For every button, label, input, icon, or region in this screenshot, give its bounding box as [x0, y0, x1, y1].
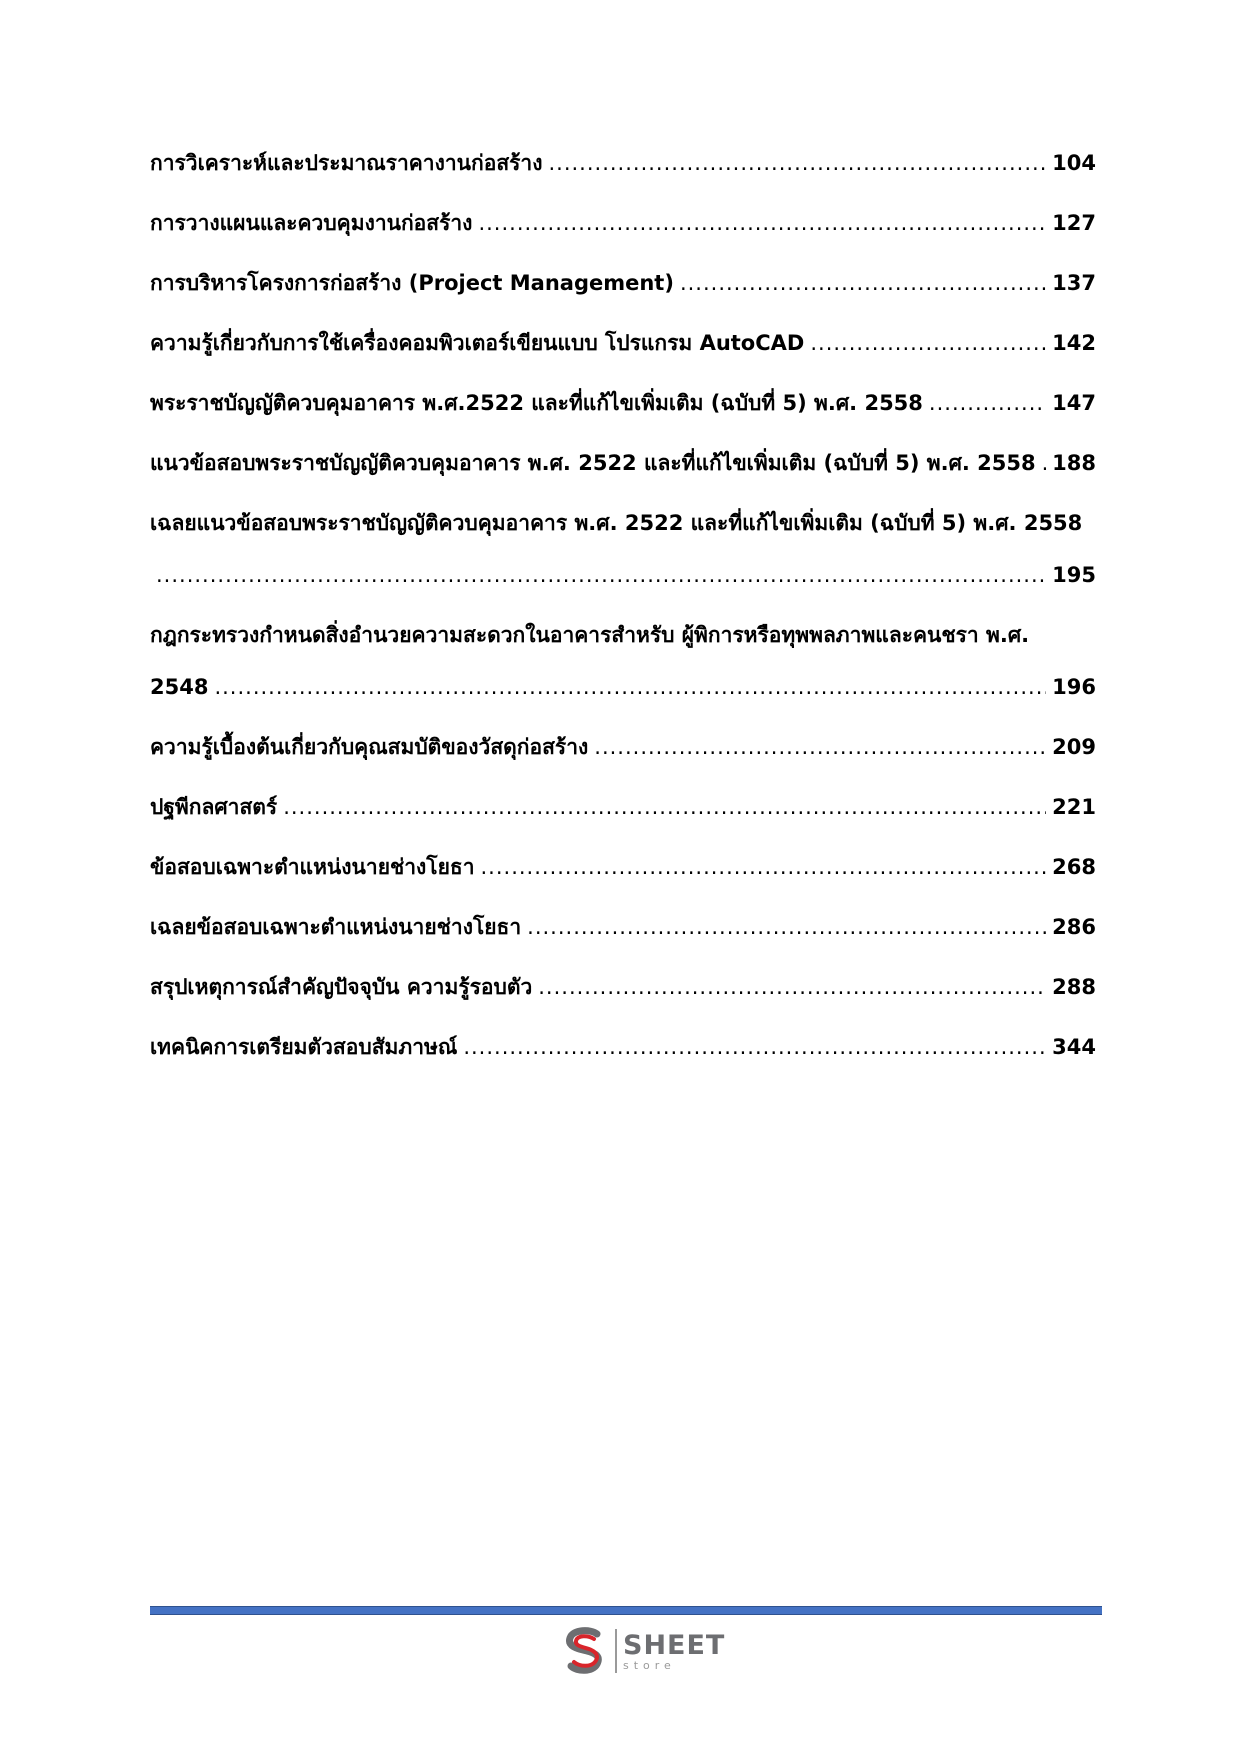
toc-entry-title: เฉลยแนวข้อสอบพระราชบัญญัติควบคุมอาคาร พ.ศ. 2522 และที่แก้ไขเพิ่มเติม (ฉบับที่ 5) พ.ศ. 2558	[150, 511, 1083, 535]
toc-entry-title: กฎกระทรวงกำหนดสิ่งอำนวยความสะดวกในอาคารสำหรับ ผู้พิการหรือทุพพลภาพและคนชรา พ.ศ.	[150, 623, 1030, 647]
toc-entry-page: 104	[1052, 151, 1096, 175]
toc-entry-page: 288	[1052, 975, 1096, 999]
dot-leader	[680, 268, 1046, 298]
dot-leader	[463, 1032, 1046, 1062]
toc-entry-title: ปฐพีกลศาสตร์	[150, 795, 278, 819]
dot-leader	[156, 560, 1046, 590]
toc-entry-title: แนวข้อสอบพระราชบัญญัติควบคุมอาคาร พ.ศ. 2522 และที่แก้ไขเพิ่มเติม (ฉบับที่ 5) พ.ศ. 2558	[150, 451, 1036, 475]
toc-entry[interactable]	[150, 328, 1096, 358]
toc-entry-title: ข้อสอบเฉพาะตำแหน่งนายช่างโยธา	[150, 855, 475, 879]
toc-entry[interactable]	[150, 792, 1096, 822]
footer-logo	[561, 1626, 731, 1676]
dot-leader	[594, 732, 1046, 762]
toc-entry-page: 188	[1052, 451, 1096, 475]
toc-entry-title: สรุปเหตุการณ์สำคัญปัจจุบัน ความรู้รอบตัว	[150, 975, 533, 999]
sheet-store-s-logo-icon	[561, 1626, 609, 1676]
toc-entry-title: พระราชบัญญัติควบคุมอาคาร พ.ศ.2522 และที่แก้ไขเพิ่มเติม (ฉบับที่ 5) พ.ศ. 2558	[150, 391, 923, 415]
toc-entry-title: การบริหารโครงการก่อสร้าง (Project Management)	[150, 271, 674, 295]
toc-entry-title: เฉลยข้อสอบเฉพาะตำแหน่งนายช่างโยธา	[150, 915, 522, 939]
toc-entry-title: การวางแผนและควบคุมงานก่อสร้าง	[150, 211, 473, 235]
dot-leader	[481, 852, 1047, 882]
logo-wordmark: SHEET	[623, 1629, 726, 1661]
toc-entry-title: การวิเคราะห์และประมาณราคางานก่อสร้าง	[150, 151, 543, 175]
toc-entry-title: เทคนิคการเตรียมตัวสอบสัมภาษณ์	[150, 1035, 458, 1059]
logo-text	[623, 1629, 726, 1672]
dot-leader	[538, 972, 1046, 1002]
toc-entry[interactable]	[150, 208, 1096, 238]
toc-entry[interactable]	[150, 732, 1096, 762]
toc-entry[interactable]	[150, 448, 1096, 478]
dot-leader	[214, 672, 1046, 702]
toc-entry-page: 195	[1052, 563, 1096, 587]
footer-divider	[150, 1606, 1102, 1615]
toc-entry[interactable]	[150, 912, 1096, 942]
toc-entry-page: 344	[1052, 1035, 1096, 1059]
toc-entry-page: 268	[1052, 855, 1096, 879]
toc-entry[interactable]	[150, 620, 1096, 702]
dot-leader	[478, 208, 1046, 238]
toc-entry-title: ความรู้เกี่ยวกับการใช้เครื่องคอมพิวเตอร์เขียนแบบ โปรแกรม AutoCAD	[150, 331, 805, 355]
toc-entry[interactable]	[150, 1032, 1096, 1062]
table-of-contents	[150, 148, 1096, 1092]
toc-entry-page: 196	[1052, 675, 1096, 699]
toc-entry-page: 147	[1052, 391, 1096, 415]
dot-leader	[929, 388, 1046, 418]
dot-leader	[527, 912, 1046, 942]
toc-entry-page: 286	[1052, 915, 1096, 939]
toc-entry[interactable]	[150, 268, 1096, 298]
dot-leader	[810, 328, 1046, 358]
toc-entry-page: 142	[1052, 331, 1096, 355]
dot-leader	[548, 148, 1046, 178]
logo-subtitle: store	[623, 1658, 676, 1672]
toc-entry-page: 137	[1052, 271, 1096, 295]
toc-entry-title: ความรู้เบื้องต้นเกี่ยวกับคุณสมบัติของวัสดุก่อสร้าง	[150, 735, 589, 759]
dot-leader	[283, 792, 1046, 822]
toc-entry[interactable]	[150, 972, 1096, 1002]
logo-divider	[615, 1629, 617, 1673]
toc-entry[interactable]	[150, 508, 1096, 590]
toc-entry[interactable]	[150, 148, 1096, 178]
toc-entry-title-continued: 2548	[150, 675, 209, 699]
toc-entry-page: 127	[1052, 211, 1096, 235]
toc-entry[interactable]	[150, 852, 1096, 882]
toc-entry[interactable]	[150, 388, 1096, 418]
toc-entry-page: 221	[1052, 795, 1096, 819]
toc-entry-page: 209	[1052, 735, 1096, 759]
